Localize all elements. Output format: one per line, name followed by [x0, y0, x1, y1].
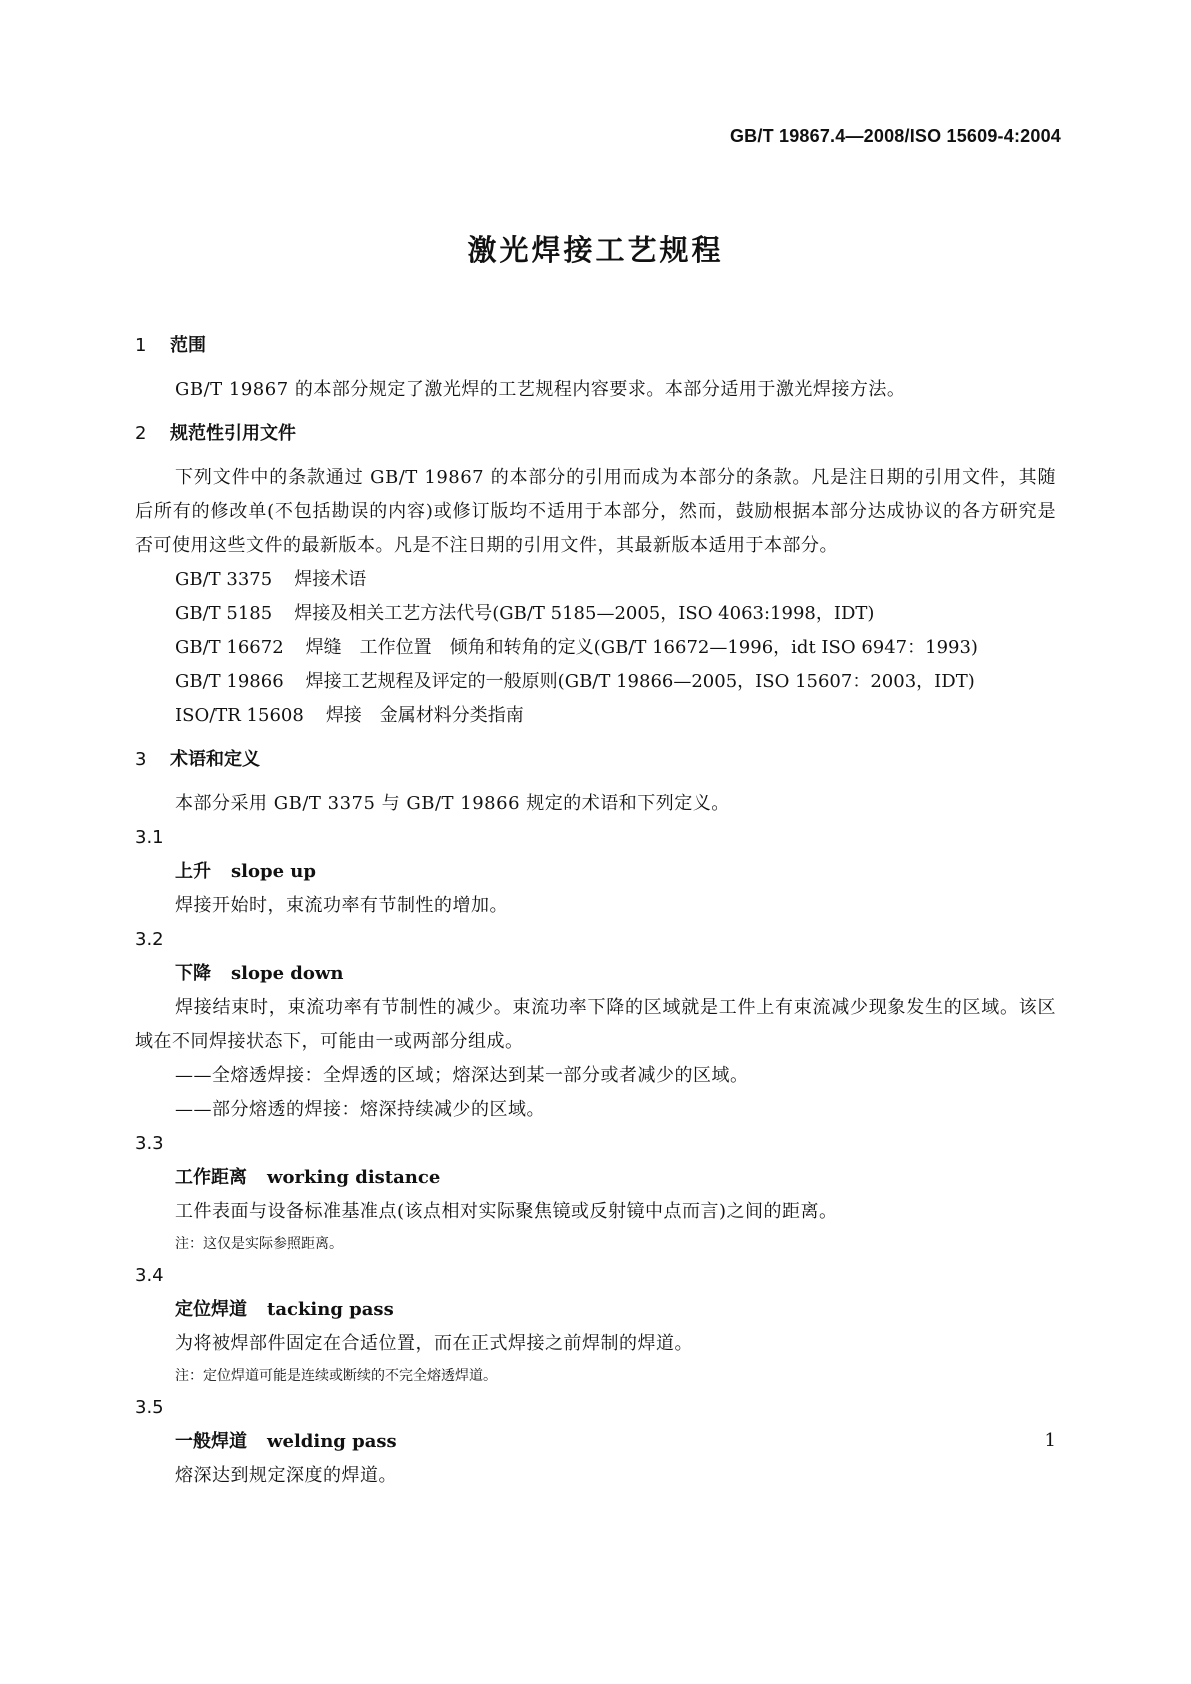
reference-item — [175, 699, 1056, 733]
paragraph: GB/T 19867 的本部分规定了激光焊的工艺规程内容要求。本部分适用于激光焊接方法。 — [175, 379, 906, 400]
standard-code: GB/T 19867.4—2008/ISO 15609-4:2004 — [729, 126, 1061, 146]
reference-list — [135, 563, 1056, 733]
reference-title: 焊接术语 — [294, 569, 367, 590]
section-title: 规范性引用文件 — [170, 423, 296, 444]
section-number: 1 — [135, 335, 147, 356]
term-definition: 工件表面与设备标准基准点(该点相对实际聚焦镜或反射镜中点而言)之间的距离。 — [175, 1201, 838, 1222]
note: 注：定位焊道可能是连续或断续的不完全熔透焊道。 — [175, 1368, 497, 1384]
reference-code: GB/T 3375 — [175, 569, 273, 590]
page-title: 激光焊接工艺规程 — [467, 233, 724, 267]
term-name — [135, 1425, 1056, 1459]
term-name-en: welding pass — [267, 1431, 397, 1452]
reference-item — [175, 665, 1056, 699]
term-name-en: working distance — [267, 1167, 441, 1188]
section-title: 术语和定义 — [170, 749, 260, 770]
term-name-en: tacking pass — [267, 1299, 394, 1320]
section-number: 2 — [135, 423, 147, 444]
term-number: 3.2 — [135, 929, 164, 950]
term-name-cn: 上升 — [175, 861, 211, 882]
term-name-en: slope up — [231, 861, 316, 882]
reference-code: GB/T 5185 — [175, 603, 273, 624]
reference-item — [175, 563, 1056, 597]
list-item: ——部分熔透的焊接：熔深持续减少的区域。 — [175, 1099, 545, 1120]
term-name-en: slope down — [231, 963, 344, 984]
section-number: 3 — [135, 749, 147, 770]
document-body — [135, 333, 1056, 1493]
reference-title: 焊接 金属材料分类指南 — [325, 705, 524, 726]
term-number: 3.3 — [135, 1133, 164, 1154]
section-normative-references — [135, 421, 1056, 733]
term-name — [135, 1161, 1056, 1195]
reference-item — [175, 631, 1056, 665]
paragraph: 本部分采用 GB/T 3375 与 GB/T 19866 规定的术语和下列定义。 — [175, 793, 730, 814]
reference-title: 焊接工艺规程及评定的一般原则(GB/T 19866—2005，ISO 15607：2003，IDT) — [305, 671, 975, 692]
section-heading — [135, 333, 1056, 359]
term-name — [135, 1293, 1056, 1327]
list-item: ——全熔透焊接：全焊透的区域；熔深达到某一部分或者减少的区域。 — [175, 1065, 749, 1086]
term-name-cn: 工作距离 — [175, 1167, 247, 1188]
reference-code: ISO/TR 15608 — [175, 705, 304, 726]
term-definition: 为将被焊部件固定在合适位置，而在正式焊接之前焊制的焊道。 — [175, 1333, 693, 1354]
page-number: 1 — [1044, 1430, 1056, 1451]
reference-item — [175, 597, 1056, 631]
term-number: 3.1 — [135, 827, 164, 848]
term-number: 3.4 — [135, 1265, 164, 1286]
paragraph: 下列文件中的条款通过 GB/T 19867 的本部分的引用而成为本部分的条款。凡是注日期的引用文件，其随后所有的修改单(不包括勘误的内容)或修订版均不适用于本部分，然而，鼓励根据本部分达成协议的各方研究是否可使用这些文件的最新版本。凡是不注日期的引用文件，其最新版本适用于本部分。 — [135, 467, 1056, 556]
term-name-cn: 定位焊道 — [175, 1299, 247, 1320]
reference-title: 焊接及相关工艺方法代号(GB/T 5185—2005，ISO 4063:1998，IDT) — [294, 603, 875, 624]
term-name-cn: 下降 — [175, 963, 211, 984]
term-definition: 焊接开始时，束流功率有节制性的增加。 — [175, 895, 508, 916]
reference-title: 焊缝 工作位置 倾角和转角的定义(GB/T 16672—1996，idt ISO 6947：1993) — [305, 637, 978, 658]
reference-code: GB/T 19866 — [175, 671, 284, 692]
term-definition: 熔深达到规定深度的焊道。 — [175, 1465, 397, 1486]
section-heading — [135, 421, 1056, 447]
term-name-cn: 一般焊道 — [175, 1431, 247, 1452]
term-definition: 焊接结束时，束流功率有节制性的减少。束流功率下降的区域就是工件上有束流减少现象发生的区域。该区域在不同焊接状态下，可能由一或两部分组成。 — [135, 997, 1056, 1052]
reference-code: GB/T 16672 — [175, 637, 284, 658]
section-heading — [135, 747, 1056, 773]
term-name — [135, 957, 1056, 991]
section-terms-definitions — [135, 747, 1056, 1493]
term-number: 3.5 — [135, 1397, 164, 1418]
section-title: 范围 — [170, 335, 206, 356]
term-name — [135, 855, 1056, 889]
note: 注：这仅是实际参照距离。 — [175, 1236, 343, 1252]
section-scope — [135, 333, 1056, 407]
